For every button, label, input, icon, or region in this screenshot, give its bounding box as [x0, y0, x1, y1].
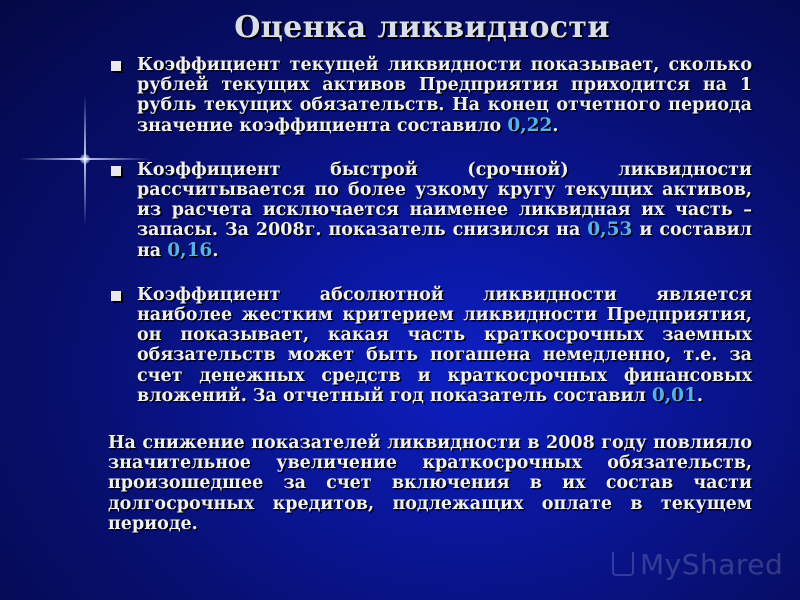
- quick-ratio-value: 0,16: [167, 239, 213, 261]
- bullet-text: [137, 160, 752, 261]
- summary-paragraph: На снижение показателей ликвидности в 2008 году повлияло значительное увеличение краткосрочных обязательств, произошедшее за счет включения в их состав части долгосрочных кредитов, подлежащих оплате в текущем периоде.: [108, 433, 752, 534]
- bullet-absolute-liquidity: [108, 285, 752, 406]
- bullet-text-part: .: [552, 115, 559, 136]
- watermark-logo-icon: [612, 552, 634, 576]
- bullet-text-part: Коэффициент абсолютной ликвидности является наиболее жестким критерием ликвидности Предприятия, он показывает, какая часть краткосрочных заемных обязательств может быть погашена немедленно, т.е. за счет денежных средств и краткосрочных финансовых вложений. За отчетный год показатель составил: [137, 284, 752, 406]
- bullet-text: [137, 285, 752, 406]
- bullet-square-icon: [111, 166, 121, 176]
- quick-ratio-decrease-value: 0,53: [587, 219, 633, 241]
- bullet-text-part: .: [696, 385, 704, 406]
- watermark: [612, 548, 783, 581]
- sparkle-star-icon: [80, 154, 90, 164]
- slide-content: [108, 55, 752, 534]
- bullet-text-part: Коэффициент текущей ликвидности показывает, сколько рублей текущих активов Предприятия приходится на 1 рубль текущих обязательств. На конец отчетного периода значение коэффициента составило: [137, 55, 752, 136]
- bullet-current-liquidity: [108, 55, 752, 136]
- bullet-text-part: Коэффициент быстрой (срочной) ликвидности рассчитывается по более узкому кругу текущих активов, из расчета исключается наименее ликвидная их часть – запасы. За 2008г. показатель снизился на: [137, 159, 752, 241]
- slide-title: Оценка ликвидности: [234, 10, 610, 45]
- bullet-text-part: .: [212, 240, 219, 261]
- bullet-text: [137, 55, 752, 136]
- bullet-square-icon: [111, 291, 121, 301]
- watermark-text: MyShared: [640, 548, 784, 581]
- bullet-quick-liquidity: [108, 160, 752, 261]
- bullet-square-icon: [111, 61, 121, 71]
- bullet-text-part: и составил на: [137, 220, 752, 261]
- absolute-ratio-value: 0,01: [651, 384, 697, 406]
- current-ratio-value: 0,22: [507, 114, 553, 136]
